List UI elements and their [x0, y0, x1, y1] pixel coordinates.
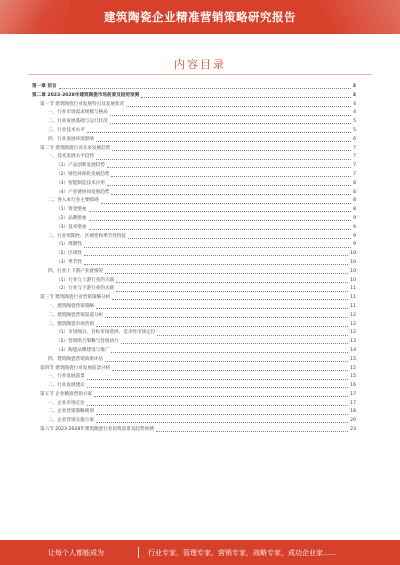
toc-entry-title: 第六节 2023-2028年建筑陶瓷行业投资前景及趋势预测 — [40, 427, 154, 433]
toc-entry-page: 10 — [350, 268, 356, 274]
toc-entry-title: 二、进入本行业主要障碍 — [48, 198, 99, 204]
toc-entry-title: （1）周期性 — [56, 242, 82, 248]
toc-entry-title: 第二章 2023-2028年建筑陶瓷市场前景及趋势预测 — [32, 92, 140, 98]
toc-entry[interactable] — [32, 127, 356, 136]
toc-entry-page: 17 — [350, 391, 356, 397]
toc-entry-title: 三、行业技术水平 — [48, 127, 85, 133]
toc-entry[interactable] — [32, 312, 356, 321]
toc-entry[interactable] — [32, 224, 356, 233]
toc-entry-title: 一、技术发展水平趋势 — [48, 154, 94, 160]
toc-entry-page: 15 — [350, 374, 356, 380]
toc-entry-page: 18 — [350, 409, 356, 415]
toc-entry[interactable] — [32, 321, 356, 330]
toc-leader-dots — [87, 131, 351, 133]
toc-leader-dots — [105, 272, 348, 274]
toc-entry[interactable] — [32, 197, 356, 206]
toc-entry-title: 一、建筑陶瓷营销策略 — [48, 303, 94, 309]
toc-leader-dots — [126, 105, 351, 107]
toc-entry[interactable] — [32, 109, 356, 118]
toc-entry-page: 12 — [350, 330, 356, 336]
toc-entry[interactable] — [32, 417, 356, 426]
toc-entry-page: 8 — [353, 189, 356, 195]
toc-entry-page: 3 — [352, 92, 356, 98]
toc-entry-page: 23 — [350, 427, 356, 433]
toc-entry-page: 12 — [350, 321, 356, 327]
toc-entry-title: （3）季节性 — [56, 259, 82, 265]
toc-entry-title: （4）产业链协同发展趋势 — [56, 189, 110, 195]
toc-entry-page: 9 — [353, 242, 356, 248]
toc-entry-page: 7 — [353, 171, 356, 177]
toc-entry-title: （3）陶瓷品牌建设与推广 — [56, 347, 110, 353]
toc-leader-dots — [128, 237, 351, 239]
toc-entry-page: 4 — [353, 110, 356, 116]
toc-entry-page: 4 — [353, 101, 356, 107]
toc-entry[interactable] — [32, 153, 356, 162]
toc-entry-page: 5 — [353, 119, 356, 125]
toc-leader-dots — [107, 184, 351, 186]
toc-leader-dots — [96, 325, 348, 327]
toc-entry-page: 7 — [353, 163, 356, 169]
toc-entry-title: 三、企业营销实施方案 — [48, 418, 94, 424]
toc-entry[interactable] — [32, 356, 356, 365]
toc-entry-title: 四、行业上下游产业链情况 — [48, 268, 104, 274]
toc-entry-title: 四、建筑陶瓷营销效果评估 — [48, 356, 104, 362]
toc-entry-title: （2）绿色环保化发展趋势 — [56, 171, 110, 177]
toc-entry[interactable] — [32, 180, 356, 189]
toc-entry[interactable] — [32, 118, 356, 127]
toc-entry[interactable] — [32, 145, 356, 154]
toc-entry-page: 3 — [352, 84, 356, 89]
toc-leader-dots — [112, 149, 351, 151]
toc-leader-dots — [107, 166, 351, 168]
toc-leader-dots — [110, 114, 351, 116]
footer-banner — [0, 540, 400, 565]
toc-entry-title: 第四节 建筑陶瓷行业发展前景分析 — [40, 365, 111, 371]
toc-entry[interactable] — [32, 285, 356, 294]
toc-entry[interactable] — [32, 83, 356, 92]
toc-entry[interactable] — [32, 391, 356, 400]
toc-leader-dots — [87, 378, 348, 380]
toc-entry-page: 8 — [353, 180, 356, 186]
toc-leader-dots — [121, 342, 348, 344]
toc-entry-title: 二、行业发展基础与运行状况 — [48, 119, 108, 125]
toc-leader-dots — [116, 290, 348, 292]
toc-entry[interactable] — [32, 233, 356, 242]
toc-leader-dots — [101, 202, 352, 204]
toc-entry[interactable] — [32, 206, 356, 215]
toc-leader-dots — [105, 316, 348, 318]
toc-entry-title: 一、行业发展前景 — [48, 374, 85, 380]
toc-leader-dots — [156, 430, 348, 432]
toc-entry[interactable] — [32, 259, 356, 268]
toc-entry-title: 第五节 企业精准营销方案 — [40, 391, 92, 397]
toc-entry-page: 9 — [353, 233, 356, 239]
toc-entry-page: 10 — [350, 277, 356, 283]
toc-entry[interactable] — [32, 365, 356, 374]
toc-entry-page: 9 — [353, 215, 356, 221]
toc-leader-dots — [59, 87, 351, 89]
toc-entry[interactable] — [32, 277, 356, 286]
toc-entry-title: 三、建筑陶瓷市场营销 — [48, 321, 94, 327]
toc-entry-title: 二、企业营销策略规划 — [48, 409, 94, 415]
toc-entry[interactable] — [32, 400, 356, 409]
toc-entry[interactable] — [32, 329, 356, 338]
footer-divider — [138, 547, 139, 558]
toc-leader-dots — [84, 254, 348, 256]
toc-entry-page: 7 — [353, 145, 356, 151]
toc-entry[interactable] — [32, 408, 356, 417]
toc-entry-page: 7 — [353, 154, 356, 160]
toc-leader-dots — [116, 281, 348, 283]
toc-leader-dots — [96, 140, 351, 142]
toc-leader-dots — [94, 395, 348, 397]
toc-entry-title: （2）营销组合策略与营销执行 — [56, 339, 119, 345]
toc-leader-dots — [111, 193, 351, 195]
toc-entry[interactable] — [32, 250, 356, 259]
toc-entry[interactable] — [32, 303, 356, 312]
toc-entry-page: 15 — [350, 365, 356, 371]
toc-entry[interactable] — [32, 215, 356, 224]
toc-entry-title: （2）行业与下游行业的关联 — [56, 286, 115, 292]
toc-entry[interactable] — [32, 294, 356, 303]
toc-entry[interactable] — [32, 189, 356, 198]
toc-entry-page: 13 — [350, 339, 356, 345]
toc-entry-title: （1）行业与上游行业的关联 — [56, 277, 115, 283]
toc-leader-dots — [84, 246, 351, 248]
toc-entry-page: 17 — [350, 400, 356, 406]
toc-leader-dots — [111, 175, 351, 177]
toc-entry-title: （2）区域性 — [56, 251, 82, 257]
toc-leader-dots — [110, 122, 351, 124]
toc-entry[interactable] — [32, 241, 356, 250]
toc-leader-dots — [84, 263, 348, 265]
toc-entry-title: （2）品牌壁垒 — [56, 215, 87, 221]
toc-entry[interactable] — [32, 92, 356, 101]
toc-entry-page: 11 — [350, 295, 356, 301]
toc-entry-page: 5 — [353, 127, 356, 133]
footer-slogan-right: 行业专家，管理专家，营销专家，战略专家，成功企业家…… — [148, 549, 337, 557]
toc-entry-page: 8 — [353, 198, 356, 204]
toc-entry-page: 16 — [350, 383, 356, 389]
toc-leader-dots — [96, 421, 348, 423]
toc-entry-title: 第一章 前言 — [32, 84, 57, 89]
toc-entry[interactable] — [32, 136, 356, 145]
toc-entry-page: 6 — [353, 136, 356, 142]
toc-entry-title: 一、企业市场定位 — [48, 400, 85, 406]
toc-leader-dots — [89, 210, 352, 212]
toc-leader-dots — [112, 369, 348, 371]
toc-entry-page: 10 — [350, 259, 356, 265]
toc-entry-page: 20 — [350, 418, 356, 424]
toc-leader-dots — [141, 96, 351, 98]
toc-entry-title: 第二节 建筑陶瓷行业未来发展趋势 — [40, 145, 111, 151]
toc-entry[interactable] — [32, 268, 356, 277]
toc-heading: 内容目录 — [174, 58, 226, 71]
toc-entry-page: 9 — [353, 224, 356, 230]
toc-leader-dots — [87, 386, 348, 388]
toc-entry-title: 一、行业市场需求规模与格局 — [48, 110, 108, 116]
toc-entry-title: 二、建筑陶瓷营销渠道分析 — [48, 312, 104, 318]
footer-slogan-left: 让每个人都能成为 — [48, 549, 104, 557]
toc-leader-dots — [96, 307, 348, 309]
toc-entry-title: （1）资金壁垒 — [56, 207, 87, 213]
report-title: 建筑陶瓷企业精准营销策略研究报告 — [104, 10, 296, 24]
toc-leader-dots — [89, 228, 352, 230]
toc-entry[interactable] — [32, 162, 356, 171]
toc-entry-title: 三、行业周期性、区域性和季节性特征 — [48, 233, 127, 239]
toc-entry[interactable] — [32, 101, 356, 110]
report-header — [0, 0, 400, 34]
toc-divider — [28, 74, 372, 75]
toc-leader-dots — [96, 413, 348, 415]
toc-entry-page: 14 — [350, 347, 356, 353]
toc-leader-dots — [87, 404, 348, 406]
toc-leader-dots — [111, 351, 348, 353]
toc-entry[interactable] — [32, 347, 356, 356]
toc-entry-page: 11 — [350, 303, 356, 309]
toc-entry-page: 8 — [353, 207, 356, 213]
toc-entry[interactable] — [32, 373, 356, 382]
toc-entry-page: 10 — [350, 251, 356, 257]
toc-leader-dots — [96, 158, 351, 160]
toc-entry[interactable] — [32, 426, 356, 435]
toc-entry[interactable] — [32, 171, 356, 180]
toc-entry-title: 四、行业发展环境影响 — [48, 136, 94, 142]
toc-entry-title: 第三节 建筑陶瓷行业营销策略分析 — [40, 295, 111, 301]
toc-leader-dots — [105, 360, 348, 362]
toc-entry-page: 15 — [350, 356, 356, 362]
toc-entry-title: （3）智能制造技术应用 — [56, 180, 105, 186]
table-of-contents — [32, 83, 356, 435]
toc-entry-title: （1）产品创新发展趋势 — [56, 163, 105, 169]
toc-leader-dots — [157, 334, 348, 336]
toc-entry[interactable] — [32, 338, 356, 347]
toc-entry-title: 二、行业发展建议 — [48, 383, 85, 389]
toc-entry[interactable] — [32, 382, 356, 391]
toc-entry-title: （3）技术壁垒 — [56, 224, 87, 230]
toc-leader-dots — [89, 219, 352, 221]
toc-leader-dots — [112, 298, 348, 300]
toc-entry-page: 12 — [350, 312, 356, 318]
toc-entry-page: 11 — [350, 286, 356, 292]
toc-entry-title: 第一节 建筑陶瓷行业发展特点及发展状况 — [40, 101, 125, 107]
toc-entry-title: （1）市场细分、目标市场选择、竞争性市场定位 — [56, 330, 156, 336]
